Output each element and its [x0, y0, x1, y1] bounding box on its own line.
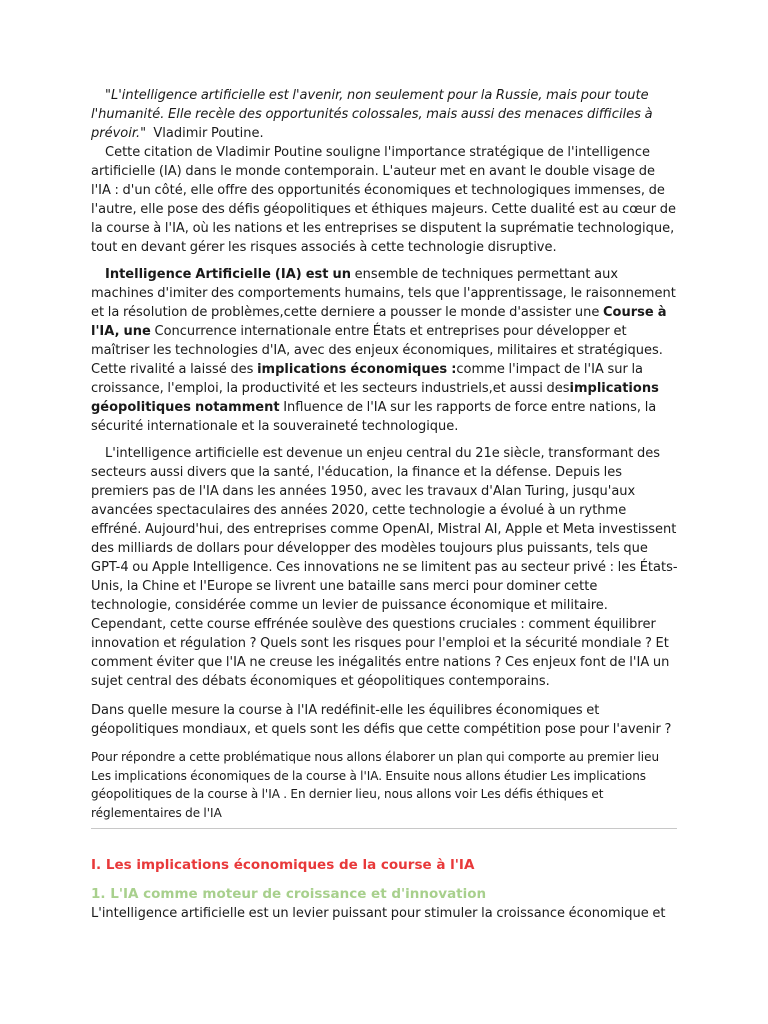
term-course-ia: Course à l'IA, une	[91, 305, 667, 339]
definition-text-3: comme l'impact de l'IA sur la croissance, l'emploi, la productivité et les secteurs industriels,et aussi des	[91, 362, 644, 396]
opening-quote	[91, 86, 678, 143]
definitions-paragraph	[91, 265, 678, 436]
section-heading-1: I. Les implications économiques de la course à l'IA	[91, 857, 475, 873]
term-implications-geopolitiques: implications géopolitiques notamment	[91, 381, 659, 415]
quote-text: "L'intelligence artificielle est l'avenir, non seulement pour la Russie, mais pour toute l'humanité. Elle recèle des opportunités colossales, mais aussi des menaces difficiles à prévoir."	[91, 88, 653, 141]
quote-author: Vladimir Poutine.	[153, 126, 264, 141]
term-implications-economiques: implications économiques :	[257, 362, 457, 377]
definition-text-1: ensemble de techniques permettant aux machines d'imiter des comportements humains, tels que l'apprentissage, le raisonnement et la résolution de problèmes,cette derniere a pousser le monde d'assister une	[91, 267, 676, 320]
document-page	[91, 86, 678, 923]
horizontal-divider	[91, 828, 677, 829]
intro-paragraph: Cette citation de Vladimir Poutine souligne l'importance stratégique de l'intelligence artificielle (IA) dans le monde contemporain. L'auteur met en avant le double visage de l'IA : d'un côté, elle offre des opportunités économiques et technologiques immenses, de l'autre, elle pose des défis géopolitiques et éthiques majeurs. Cette dualité est au cœur de la course à l'IA, où les nations et les entreprises se disputent la suprématie technologique, tout en devant gérer les risques associés à cette technologie disruptive.	[91, 145, 676, 255]
definition-text-2: Concurrence internationale entre États et entreprises pour développer et maîtriser les technologies d'IA, avec des enjeux économiques, militaires et stratégiques. Cette rivalité a laissé des	[91, 324, 663, 377]
term-intelligence-artificielle: Intelligence Artificielle (IA) est un	[105, 267, 352, 282]
definition-text-4: Influence de l'IA sur les rapports de force entre nations, la sécurité internationale et la souveraineté technologique.	[91, 400, 657, 434]
plan-paragraph: Pour répondre a cette problématique nous allons élaborer un plan qui comporte au premier lieu Les implications économiques de la course à l'IA. Ensuite nous allons étudier Les implications géopolitiques de la course à l'IA . En dernier lieu, nous allons voir Les défis éthiques et réglementaires de l'IA	[91, 750, 660, 820]
problem-question: Dans quelle mesure la course à l'IA redéfinit-elle les équilibres économiques et géopolitiques mondiaux, et quels sont les défis que cette compétition pose pour l'avenir ?	[91, 703, 672, 737]
subsection-heading-1: 1. L'IA comme moteur de croissance et d'innovation	[91, 886, 487, 902]
subsection-first-line: L'intelligence artificielle est un levier puissant pour stimuler la croissance économique et	[91, 906, 666, 921]
context-paragraph: L'intelligence artificielle est devenue un enjeu central du 21e siècle, transformant des secteurs aussi divers que la santé, l'éducation, la finance et la défense. Depuis les premiers pas de l'IA dans les années 1950, avec les travaux d'Alan Turing, jusqu'aux avancées spectaculaires des années 2020, cette technologie a évolué à un rythme effréné. Aujourd'hui, des entreprises comme OpenAI, Mistral AI, Apple et Meta investissent des milliards de dollars pour développer des modèles toujours plus puissants, tels que GPT-4 ou Apple Intelligence. Ces innovations ne se limitent pas au secteur privé : les États-Unis, la Chine et l'Europe se livrent une bataille sans merci pour dominer cette technologie, considérée comme un levier de puissance économique et militaire. Cependant, cette course effrénée soulève des questions cruciales : comment équilibrer innovation et régulation ? Quels sont les risques pour l'emploi et la sécurité mondiale ? Et comment éviter que l'IA ne creuse les inégalités entre nations ? Ces enjeux font de l'IA un sujet central des débats économiques et géopolitiques contemporains.	[91, 446, 678, 689]
